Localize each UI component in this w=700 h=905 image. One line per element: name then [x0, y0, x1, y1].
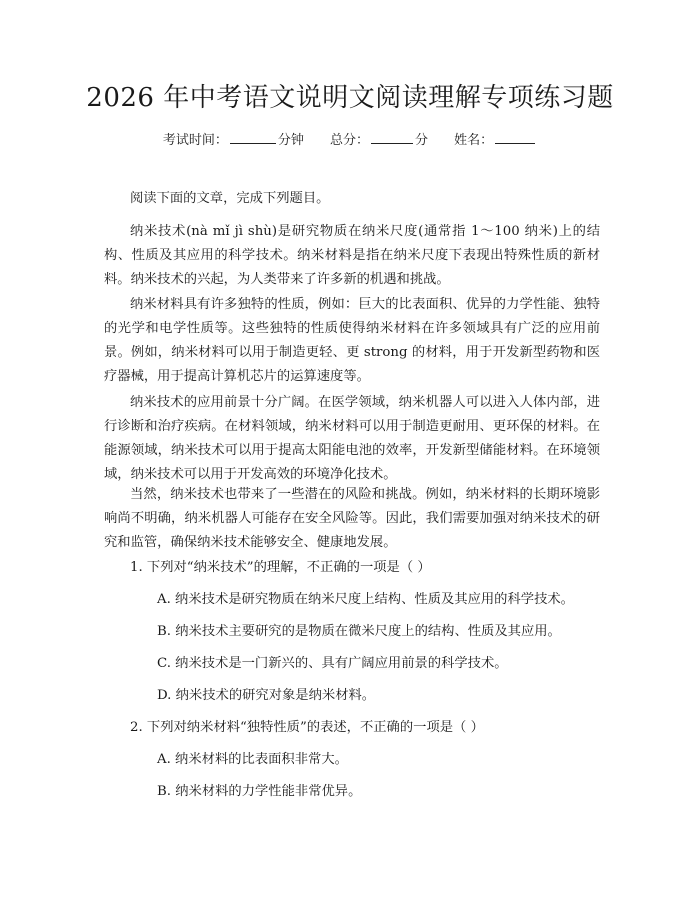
question-1-option-a: A. 纳米技术是研究物质在纳米尺度上结构、性质及其应用的科学技术。 — [157, 592, 574, 607]
paragraph-2: 纳米材料具有许多独特的性质，例如：巨大的比表面积、优异的力学性能、独特的光学和电学性质等。这些独特的性质使得纳米材料在许多领域具有广泛的应用前景。例如，纳米材料可以用于制造更轻、更 strong 的材料，用于开发新型药物和医疗器械，用于提高计算机芯片的运算速度等。 — [104, 297, 600, 384]
score-blank — [371, 131, 413, 144]
question-1-option-d: D. 纳米技术的研究对象是纳米材料。 — [157, 688, 376, 703]
paragraph-4: 当然，纳米技术也带来了一些潜在的风险和挑战。例如，纳米材料的长期环境影响尚不明确，纳米机器人可能存在安全风险等。因此，我们需要加强对纳米技术的研究和监管，确保纳米技术能够安全、健康地发展。 — [104, 487, 600, 550]
question-2-stem: 2. 下列对纳米材料“独特性质”的表述，不正确的一项是（ ） — [130, 720, 484, 735]
intro-text: 阅读下面的文章，完成下列题目。 — [130, 191, 330, 206]
name-blank — [495, 131, 535, 144]
paragraph-3: 纳米技术的应用前景十分广阔。在医学领域，纳米机器人可以进入人体内部，进行诊断和治疗疾病。在材料领域，纳米材料可以用于制造更耐用、更环保的材料。在能源领域，纳米技术可以用于提高太阳能电池的效率，开发新型储能材料。在环境领域，纳米技术可以用于开发高效的环境净化技术。 — [104, 395, 600, 482]
exam-meta — [0, 131, 700, 151]
question-2-option-b: B. 纳米材料的力学性能非常优异。 — [157, 784, 362, 799]
time-label: 考试时间： — [162, 133, 228, 148]
score-label: 总分： — [329, 133, 369, 148]
name-label: 姓名： — [454, 133, 494, 148]
paragraph-1: 纳米技术(nà mǐ jì shù)是研究物质在纳米尺度(通常指 1～100 纳米)上的结构、性质及其应用的科学技术。纳米材料是指在纳米尺度下表现出特殊性质的新材料。纳米技术的兴起，为人类带来了许多新的机遇和挑战。 — [104, 224, 600, 287]
score-unit: 分 — [415, 133, 429, 148]
question-1-option-b: B. 纳米技术主要研究的是物质在微米尺度上的结构、性质及其应用。 — [157, 624, 561, 639]
page-title: 2026 年中考语文说明文阅读理解专项练习题 — [86, 83, 614, 113]
time-unit: 分钟 — [277, 133, 304, 148]
time-blank — [230, 131, 276, 144]
question-2-option-a: A. 纳米材料的比表面积非常大。 — [157, 752, 348, 767]
question-1-stem: 1. 下列对“纳米技术”的理解，不正确的一项是（ ） — [130, 560, 431, 575]
question-1-option-c: C. 纳米技术是一门新兴的、具有广阔应用前景的科学技术。 — [157, 656, 508, 671]
